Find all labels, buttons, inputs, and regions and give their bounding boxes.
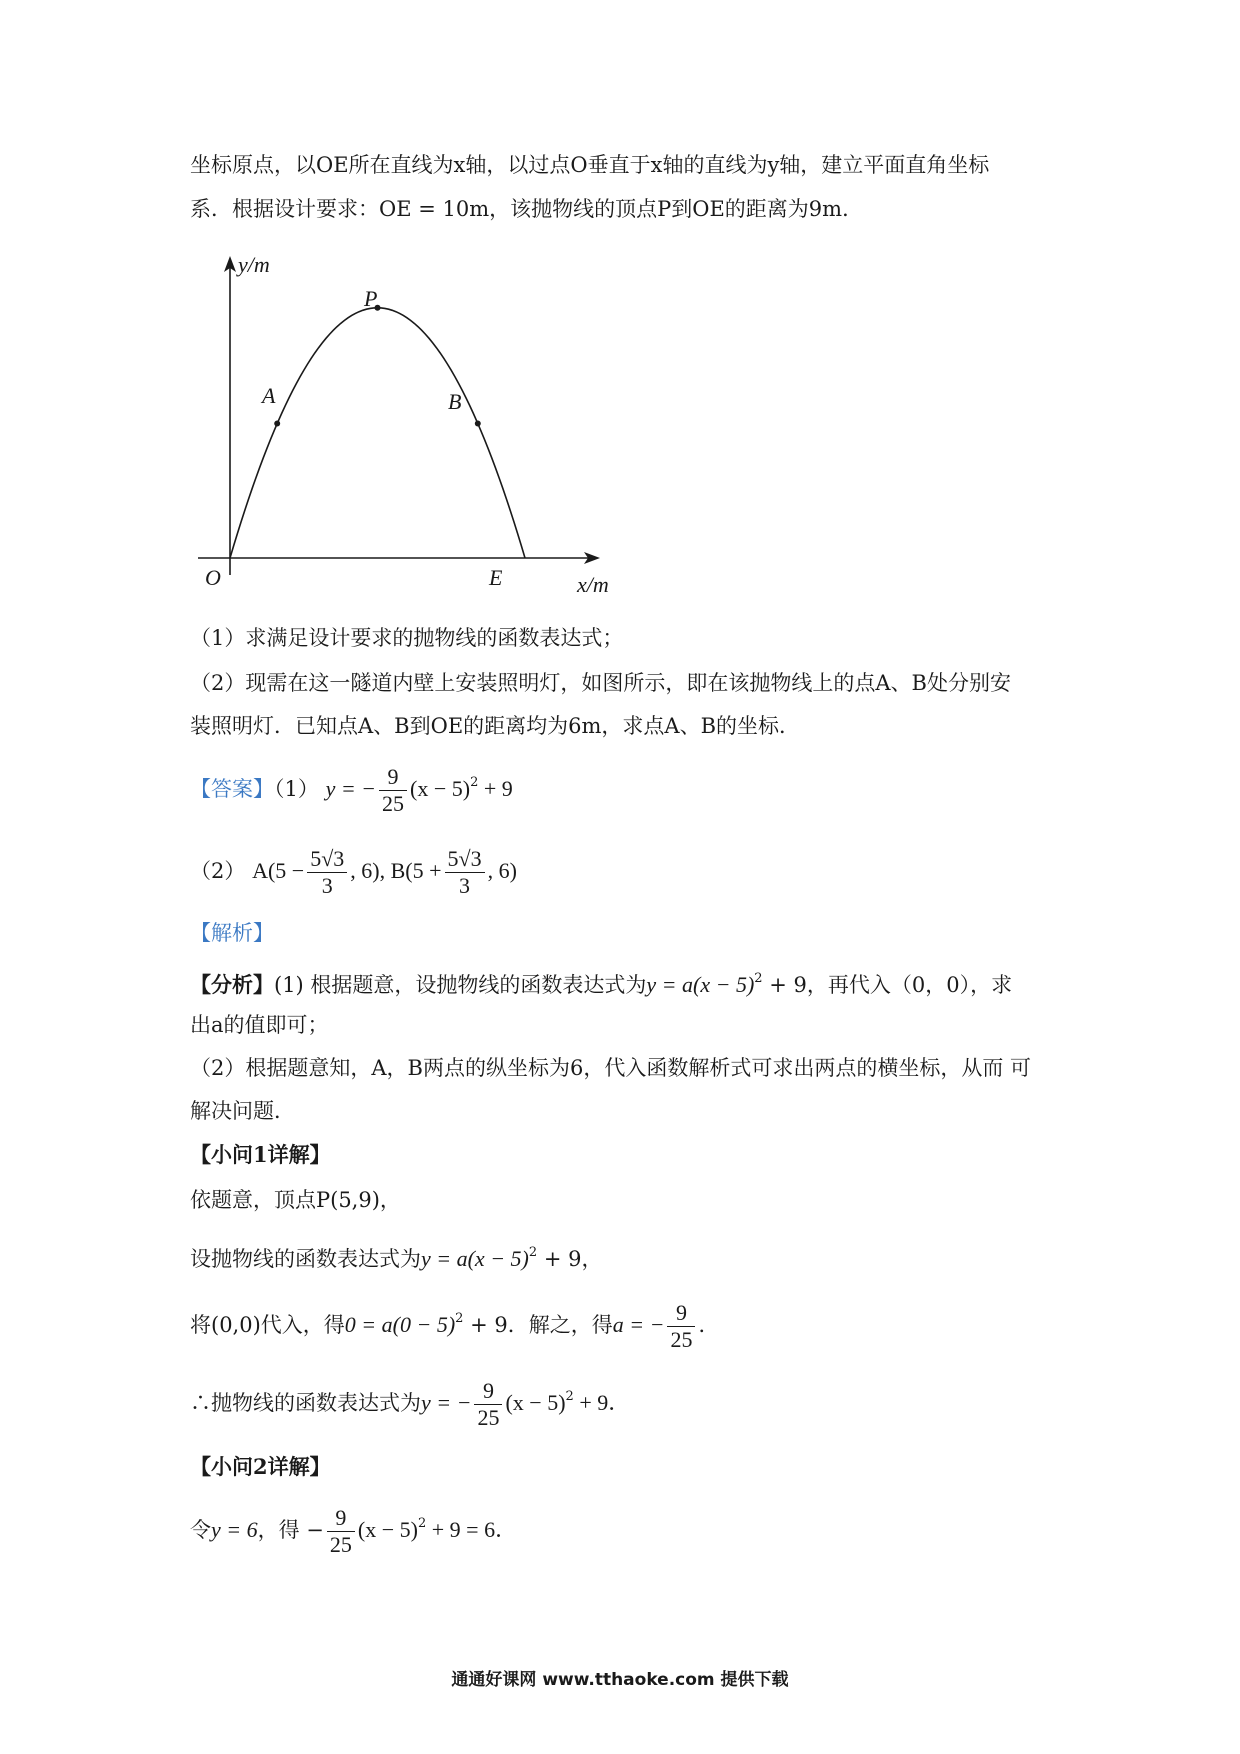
- detail-1-line-3: 将(0,0)代入，得$0 = a(0 - 5)^2 + 9$．解之，得a = − $\frac{9}{25}$ ．: [190, 1300, 720, 1352]
- parabola-curve: [230, 308, 525, 558]
- point-p-label: P: [364, 286, 378, 311]
- detail-1-fraction-b: $\frac{9}{25}$: [474, 1378, 502, 1431]
- intro-line-1: 坐标原点，以OE所在直线为x轴，以过点O垂直于x轴的直线为y轴，建立平面直角坐标: [190, 153, 990, 177]
- question-1: （1）求满足设计要求的抛物线的函数表达式；: [190, 626, 624, 650]
- point-e-label: E: [489, 565, 503, 590]
- point-b-label: B: [448, 389, 462, 414]
- answer-root-fraction-b: $\frac{5√3}{3}$: [445, 846, 485, 899]
- detail-1-line-2: 设抛物线的函数表达式为$y = a(x - 5)^2 + 9$，: [190, 1245, 603, 1271]
- intro-line-2: 系．根据设计要求：OE = 10m，该抛物线的顶点P到OE的距离为9m．: [190, 197, 864, 221]
- analysis-tag: 【解析】: [190, 921, 274, 945]
- answer-part-1: 【答案】（1） y = − $\frac{9}{25}$ $(x - 5)^2 + 9$: [190, 764, 513, 816]
- question-2-line-1: （2）现需在这一隧道内壁上安装照明灯，如图所示，即在该抛物线上的点A、B处分别安: [190, 671, 1011, 695]
- point-a-label: A: [262, 383, 276, 408]
- answer-fraction: $\frac{9}{25}$: [379, 764, 407, 817]
- answer-part-2-a: A(5 −: [252, 858, 305, 883]
- detail-1-line-1: 依题意，顶点P(5,9)，: [190, 1188, 401, 1212]
- detail-2-line-1: 令y = 6，得 − $\frac{9}{25}$ $(x - 5)^2 + 9 = 6$．: [190, 1505, 518, 1557]
- fenxi-line-3: （2）根据题意知，A，B两点的纵坐标为6，代入函数解析式可求出两点的横坐标，从而 可: [190, 1056, 1031, 1080]
- question-2-line-2: 装照明灯．已知点A、B到OE的距离均为6m，求点A、B的坐标．: [190, 714, 801, 738]
- answer-part-1-lhs: y = −: [325, 776, 377, 801]
- answer-part-2-mid: , 6), B(5 +: [350, 858, 442, 883]
- detail-1-line-4: ∴抛物线的函数表达式为y = − $\frac{9}{25}$ $(x - 5)^2 + 9$．: [190, 1378, 631, 1430]
- point-b-dot: [475, 420, 481, 426]
- fenxi-tag: 【分析】: [190, 972, 274, 997]
- point-a-dot: [274, 420, 280, 426]
- answer-part-2-prefix: （2）: [190, 859, 246, 883]
- detail-1-tag: 【小问1详解】: [190, 1142, 331, 1167]
- answer-part-1-rest: (x − 5): [410, 776, 471, 801]
- detail-2-tag: 【小问2详解】: [190, 1454, 331, 1479]
- fenxi-line-4: 解决问题．: [190, 1099, 295, 1123]
- parabola-figure: [0, 0, 1240, 620]
- answer-part-2: [190, 846, 517, 899]
- page-footer: 通通好课网 www.tthaoke.com 提供下载: [451, 1670, 789, 1690]
- x-axis-label: x/m: [577, 572, 609, 597]
- detail-1-fraction-a: $\frac{9}{25}$: [667, 1300, 695, 1353]
- answer-part-1-prefix: （1）: [274, 777, 319, 801]
- fenxi-line-2: 出a的值即可；: [190, 1013, 329, 1037]
- answer-part-1-tail: + 9: [478, 776, 513, 801]
- y-axis-label: y/m: [238, 252, 270, 277]
- detail-2-fraction: $\frac{9}{25}$: [327, 1505, 355, 1558]
- answer-root-fraction-a: $\frac{5√3}{3}$: [307, 846, 347, 899]
- origin-label: O: [205, 565, 221, 590]
- fenxi-line-1: 【分析】(1) 根据题意，设抛物线的函数表达式为$y = a(x - 5)^2 + 9$，再代入（0，0），求: [190, 971, 1013, 997]
- answer-part-2-end: , 6): [487, 858, 517, 883]
- answer-tag: 【答案】: [190, 777, 274, 801]
